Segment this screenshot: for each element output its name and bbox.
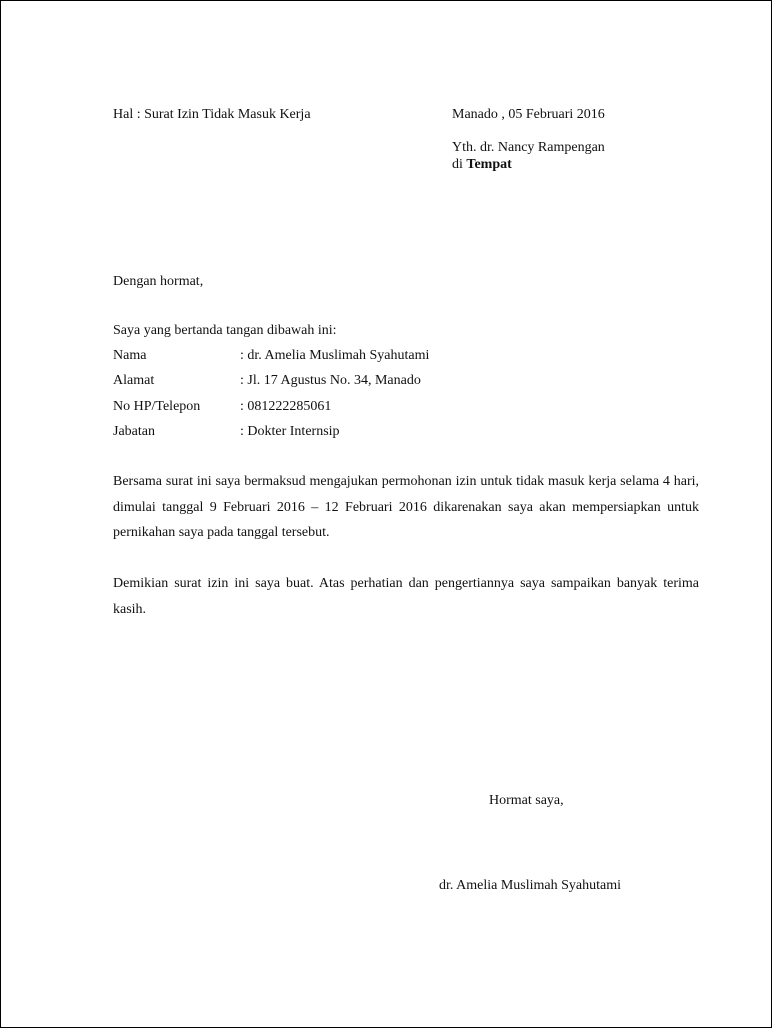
intro-line: Saya yang bertanda tangan dibawah ini: <box>113 323 337 338</box>
place-date: Manado , 05 Februari 2016 <box>452 107 605 122</box>
field-value-alamat: : Jl. 17 Agustus No. 34, Manado <box>240 373 421 388</box>
signature-name: dr. Amelia Muslimah Syahutami <box>439 878 621 893</box>
greeting: Dengan hormat, <box>113 274 204 289</box>
signature-closing: Hormat saya, <box>489 793 564 808</box>
field-label-alamat: Alamat <box>113 373 155 388</box>
recipient-location <box>452 157 512 173</box>
field-label-nama: Nama <box>113 348 147 363</box>
field-value-jabatan: : Dokter Internsip <box>240 424 340 439</box>
field-value-nama: : dr. Amelia Muslimah Syahutami <box>240 348 430 363</box>
body-paragraph: Bersama surat ini saya bermaksud mengajukan permohonan izin untuk tidak masuk kerja selama 4 hari, dimulai tanggal 9 Februari 2016 – 12 Februari 2016 dikarenakan saya akan mempersiapkan untuk pernikahan saya pada tanggal tersebut. <box>113 474 699 540</box>
location-prefix: di <box>452 157 463 172</box>
field-label-jabatan: Jabatan <box>113 424 155 439</box>
field-label-telepon: No HP/Telepon <box>113 399 201 414</box>
letter-subject: Hal : Surat Izin Tidak Masuk Kerja <box>113 107 311 122</box>
location-name: Tempat <box>466 157 512 172</box>
closing-paragraph: Demikian surat izin ini saya buat. Atas perhatian dan pengertiannya saya sampaikan banyak terima kasih. <box>113 576 699 617</box>
recipient: Yth. dr. Nancy Rampengan <box>452 140 605 155</box>
field-value-telepon: : 081222285061 <box>240 399 332 414</box>
